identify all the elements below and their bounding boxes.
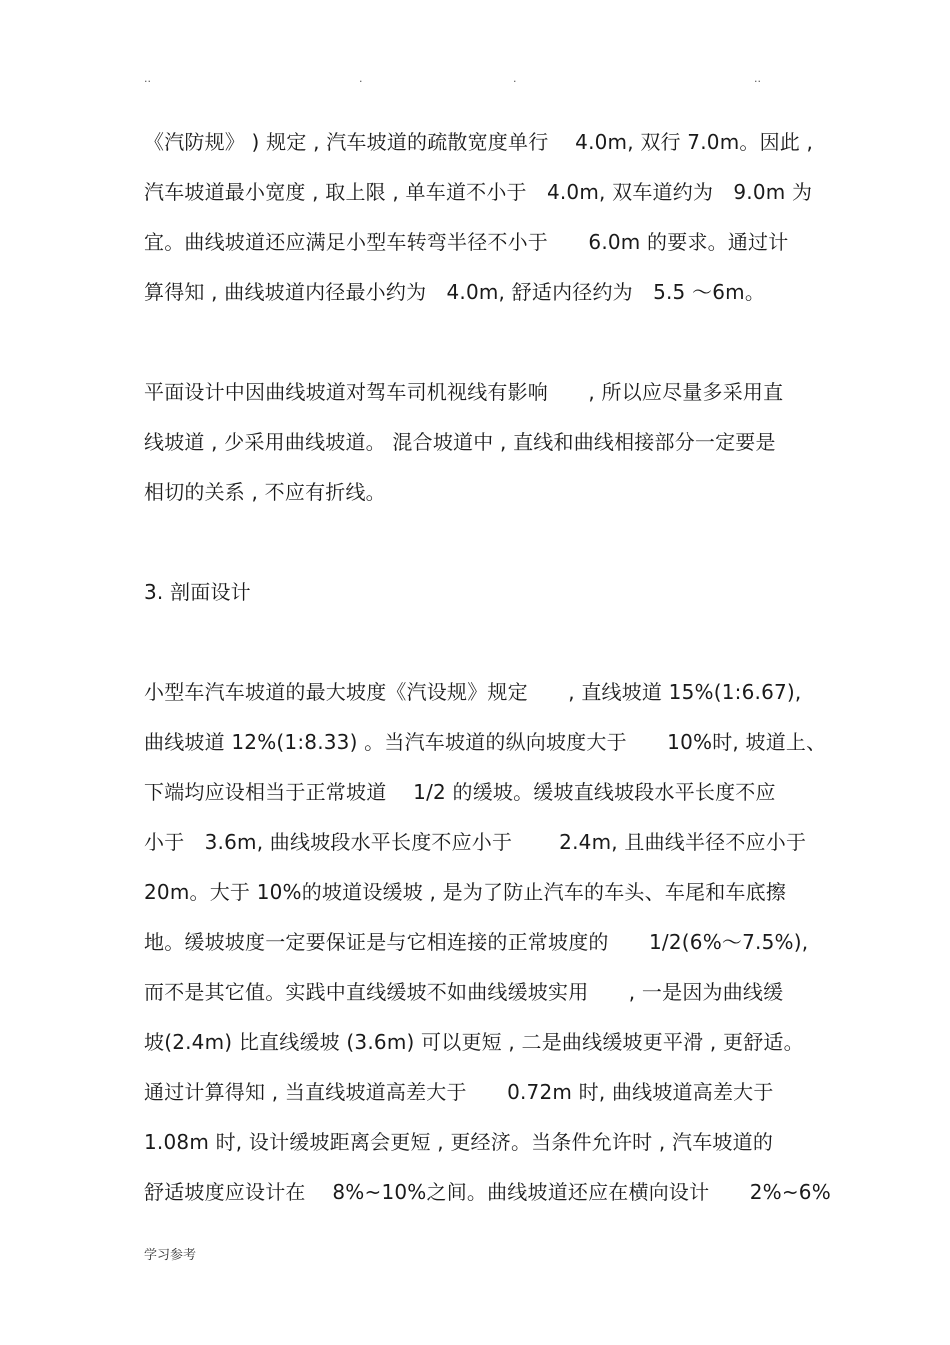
text-line: 20m。大于 10%的坡道设缓坡 , 是为了防止汽车的车头、车尾和车底擦 xyxy=(144,880,787,904)
text-line: 下端均应设相当于正常坡道 1/2 的缓坡。缓坡直线坡段水平长度不应 xyxy=(144,780,776,804)
text-line: 而不是其它值。实践中直线缓坡不如曲线缓坡实用 , 一是因为曲线缓 xyxy=(144,980,784,1004)
text-line: 舒适坡度应设计在 8%~10%之间。曲线坡道还应在横向设计 2%~6% xyxy=(144,1180,831,1204)
text-line: 小于 3.6m, 曲线坡段水平长度不应小于 2.4m, 且曲线半径不应小于 xyxy=(144,830,807,854)
text-line: 《汽防规》 ) 规定 , 汽车坡道的疏散宽度单行 4.0m, 双行 7.0m。因此 , xyxy=(144,130,814,154)
text-line: 算得知 , 曲线坡道内径最小约为 4.0m, 舒适内径约为 5.5 ～6m。 xyxy=(144,280,766,304)
header-mark: .. xyxy=(754,72,761,85)
text-line: 地。缓坡坡度一定要保证是与它相连接的正常坡度的 1/2(6%～7.5%), xyxy=(144,930,809,954)
section-title: 3. 剖面设计 xyxy=(144,580,251,604)
text-line: 平面设计中因曲线坡道对驾车司机视线有影响 , 所以应尽量多采用直 xyxy=(144,380,784,404)
text-line: 坡(2.4m) 比直线缓坡 (3.6m) 可以更短 , 二是曲线缓坡更平滑 , 更舒适。 xyxy=(144,1030,804,1054)
text-line: 1.08m 时, 设计缓坡距离会更短 , 更经济。当条件允许时 , 汽车坡道的 xyxy=(144,1130,774,1154)
header-mark: . xyxy=(513,72,517,85)
text-line: 通过计算得知 , 当直线坡道高差大于 0.72m 时, 曲线坡道高差大于 xyxy=(144,1080,774,1104)
text-line: 汽车坡道最小宽度 , 取上限 , 单车道不小于 4.0m, 双车道约为 9.0m 为 xyxy=(144,180,813,204)
document-body xyxy=(144,117,834,1217)
paragraph-section-design xyxy=(144,667,834,1217)
page-header-marks xyxy=(0,72,950,86)
paragraph-spacer xyxy=(144,317,834,367)
paragraph-spacer xyxy=(144,617,834,667)
text-line: 线坡道 , 少采用曲线坡道。 混合坡道中 , 直线和曲线相接部分一定要是 xyxy=(144,430,776,454)
paragraph-spacer xyxy=(144,517,834,567)
text-line: 宜。曲线坡道还应满足小型车转弯半径不小于 6.0m 的要求。通过计 xyxy=(144,230,789,254)
section-heading xyxy=(144,567,834,617)
header-mark: .. xyxy=(144,72,151,85)
text-line: 相切的关系 , 不应有折线。 xyxy=(144,480,386,504)
text-line: 曲线坡道 12%(1:8.33) 。当汽车坡道的纵向坡度大于 10%时, 坡道上、 xyxy=(144,730,827,754)
header-mark: . xyxy=(359,72,363,85)
text-line: 小型车汽车坡道的最大坡度《汽设规》规定 , 直线坡道 15%(1:6.67), xyxy=(144,680,802,704)
paragraph-plan-design xyxy=(144,367,834,517)
paragraph-ramp-width xyxy=(144,117,834,317)
page-footer: 学习参考 xyxy=(144,1248,197,1263)
